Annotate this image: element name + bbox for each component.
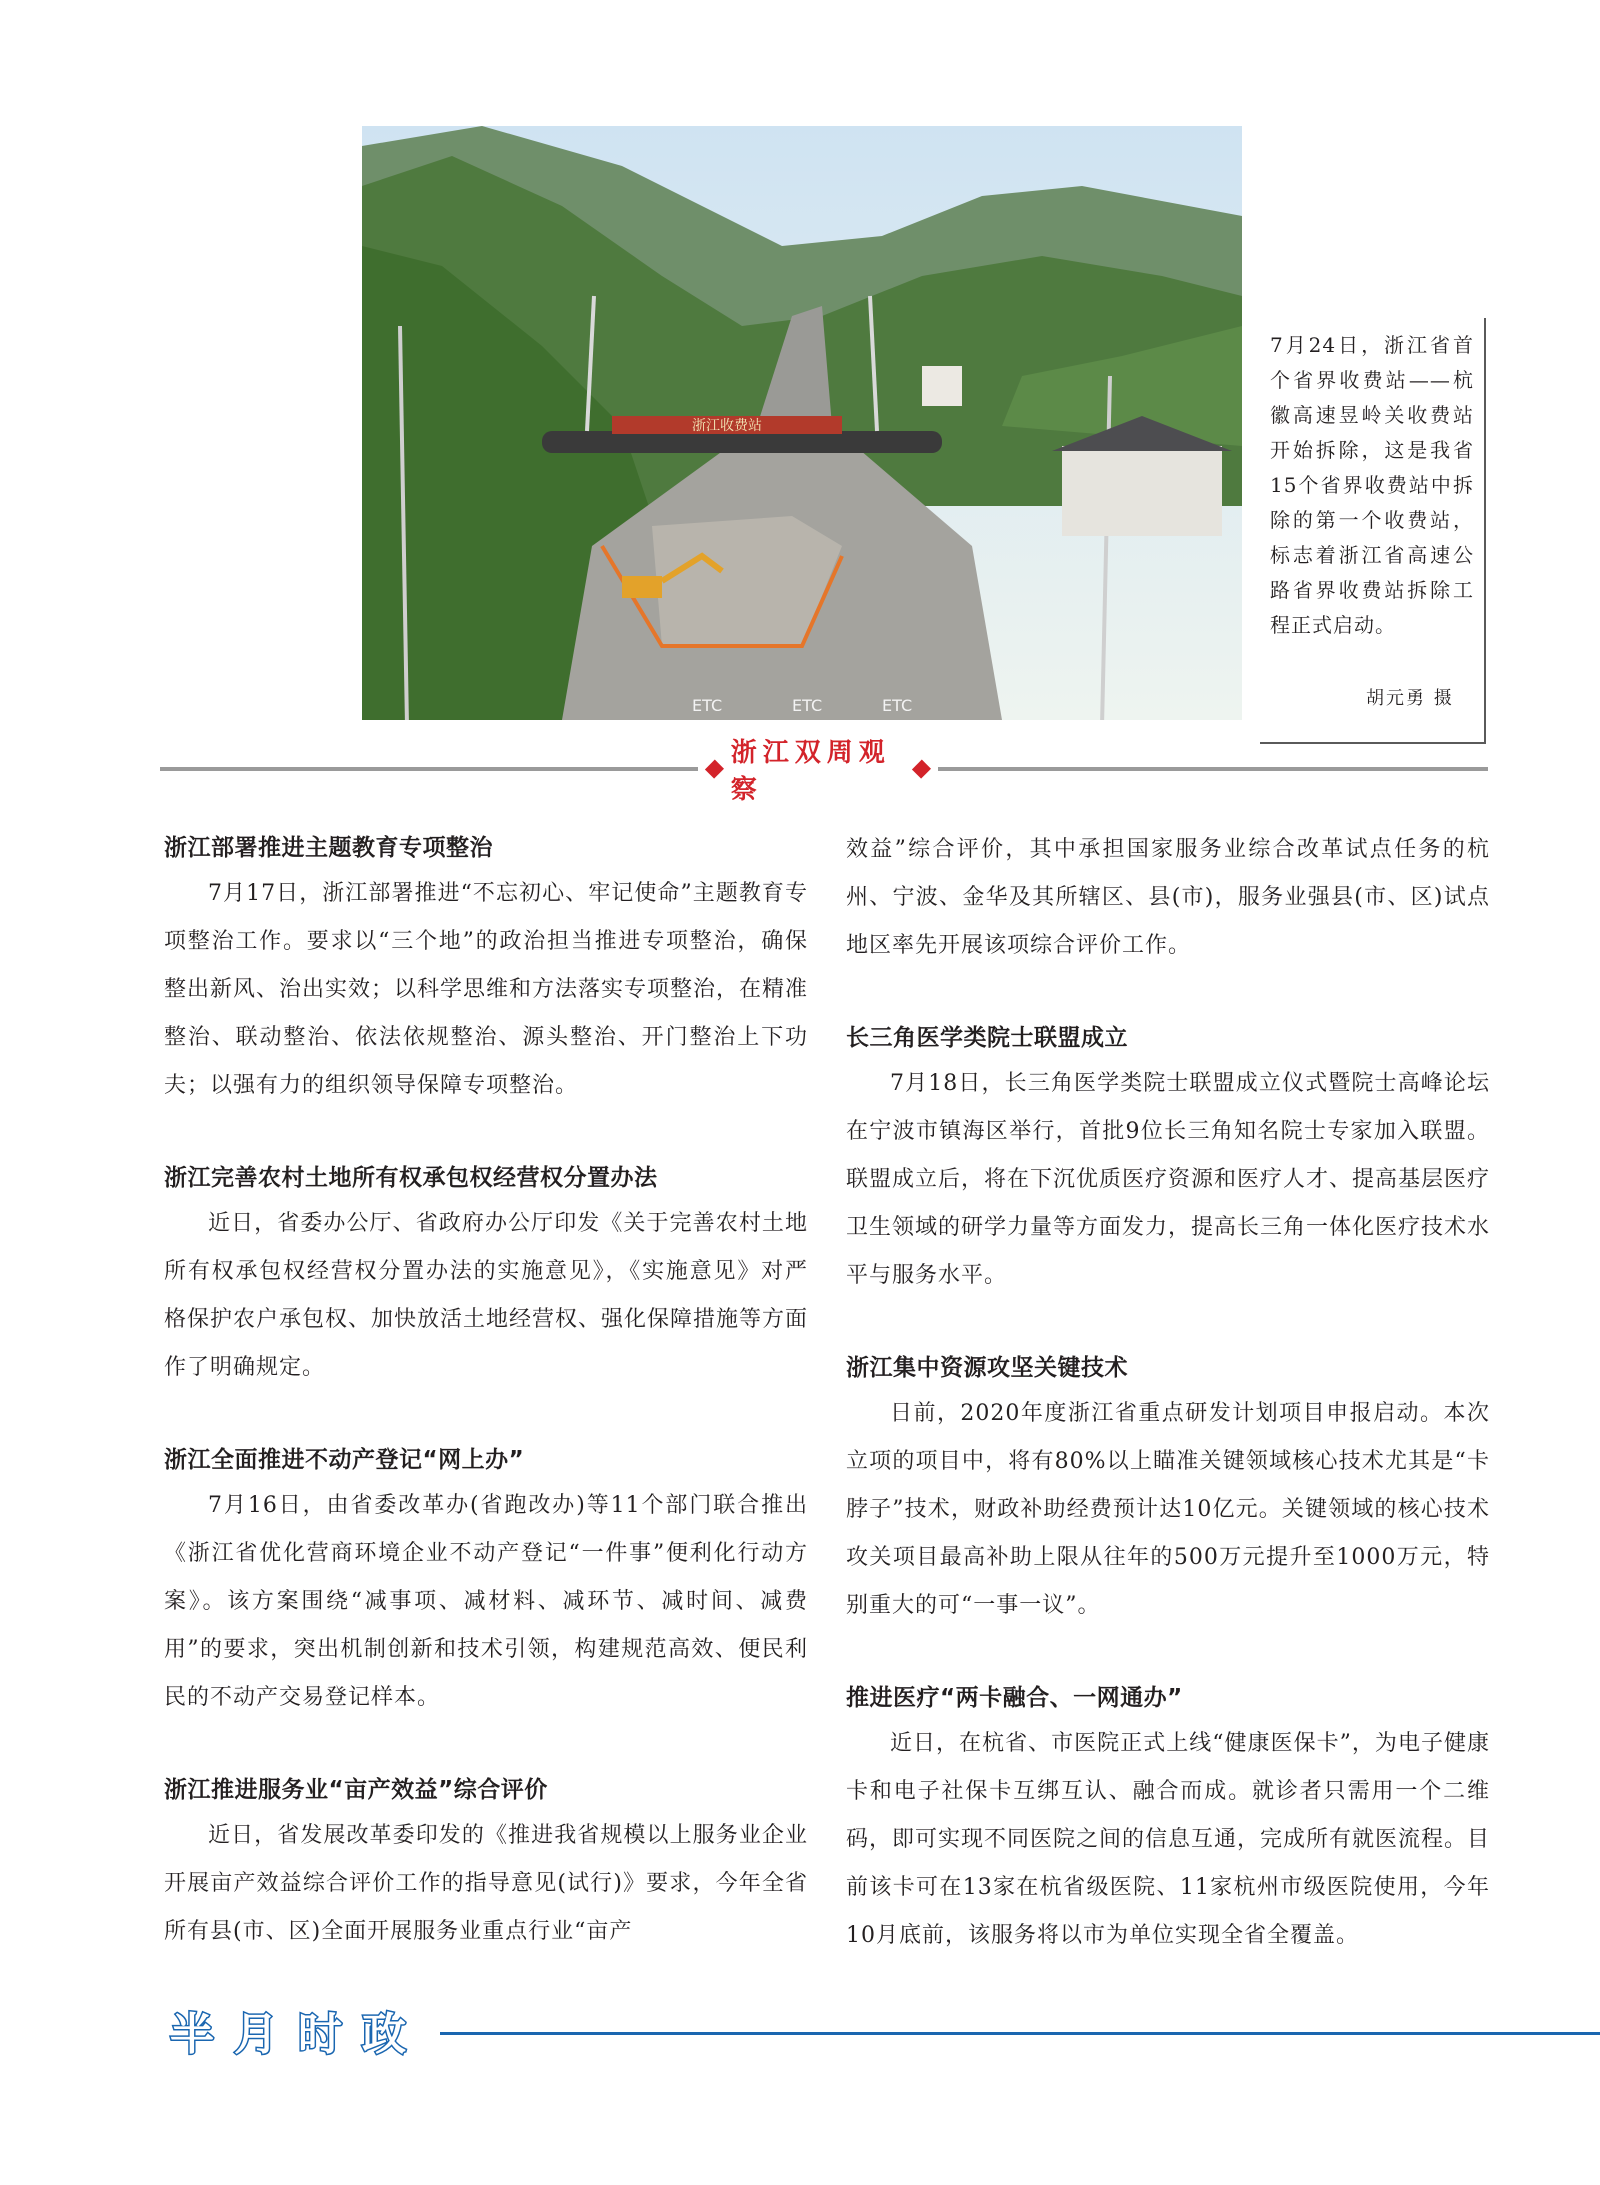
magazine-brand [164, 2000, 412, 2060]
section-rule-left [160, 767, 700, 771]
lane-label-etc-2: ETC [792, 696, 823, 715]
brand-char: 时 [298, 2009, 342, 2060]
diamond-icon [912, 760, 931, 779]
article-title: 长三角医学类院士联盟成立 [846, 1025, 1128, 1051]
article-body: 7月16日，由省委改革办(省跑改办)等11个部门联合推出《浙江省优化营商环境企业不动产登记“一件事”便利化行动方案》。该方案围绕“减事项、减材料、减环节、减时间、减费用”的要求，突出机制创新和技术引领，构建规范高效、便民利民的不动产交易登记样本。 [164, 1493, 808, 1710]
lane-label-etc-3: ETC [882, 696, 913, 715]
article-continuation: 效益”综合评价，其中承担国家服务业综合改革试点任务的杭州、宁波、金华及其所辖区、县(市)，服务业强县(市、区)试点地区率先开展该项综合评价工作。 [846, 837, 1490, 958]
brand-char: 半 [170, 2009, 214, 2060]
lane-label-etc-1: ETC [692, 696, 723, 715]
article-title: 浙江完善农村土地所有权承包权经营权分置办法 [164, 1165, 658, 1191]
brand-char: 月 [234, 2009, 278, 2060]
brand-char: 政 [362, 2009, 406, 2060]
toll-station-photo-illustration [362, 126, 1242, 720]
article-body: 7月18日，长三角医学类院士联盟成立仪式暨院士高峰论坛在宁波市镇海区举行，首批9位长三角知名院士专家加入联盟。联盟成立后，将在下沉优质医疗资源和医疗人才、提高基层医疗卫生领域的研学力量等方面发力，提高长三角一体化医疗技术水平与服务水平。 [846, 1071, 1491, 1288]
right-column [846, 826, 1490, 1960]
article-body: 日前，2020年度浙江省重点研发计划项目申报启动。本次立项的项目中，将有80%以上瞄准关键领域核心技术尤其是“卡脖子”技术，财政补助经费预计达10亿元。关键领域的核心技术攻关项目最高补助上限从往年的500万元提升至1000万元，特别重大的可“一事一议”。 [846, 1401, 1490, 1618]
diamond-icon [705, 760, 724, 779]
article-title: 浙江推进服务业“亩产效益”综合评价 [164, 1777, 548, 1803]
article-body: 近日，在杭省、市医院正式上线“健康医保卡”，为电子健康卡和电子社保卡互绑互认、融合而成。就诊者只需用一个二维码，即可实现不同医院之间的信息互通，完成所有就医流程。目前该卡可在13家在杭省级医院、11家杭州市级医院使用，今年10月底前，该服务将以市为单位实现全省全覆盖。 [846, 1731, 1491, 1948]
article-title: 浙江部署推进主题教育专项整治 [164, 835, 493, 861]
photo-caption: 7月24日，浙江省首个省界收费站——杭徽高速昱岭关收费站开始拆除，这是我省15个省界收费站中拆除的第一个收费站，标志着浙江省高速公路省界收费站拆除工程正式启动。 [1270, 333, 1474, 637]
article-body: 近日，省委办公厅、省政府办公厅印发《关于完善农村土地所有权承包权经营权分置办法的实施意见》，《实施意见》对严格保护农户承包权、加快放活土地经营权、强化保障措施等方面作了明确规定。 [164, 1211, 809, 1380]
toll-station-photo [362, 126, 1242, 720]
article-title: 浙江全面推进不动产登记“网上办” [164, 1447, 525, 1473]
section-title: 浙江双周观察 [730, 738, 891, 805]
article-body: 7月17日，浙江部署推进“不忘初心、牢记使命”主题教育专项整治工作。要求以“三个地”的政治担当推进专项整治，确保整出新风、治出实效；以科学思维和方法落实专项整治，在精准整治、联动整治、依法依规整治、源头整治、开门整治上下功夫；以强有力的组织领导保障专项整治。 [164, 881, 809, 1098]
section-rule-right [936, 767, 1488, 771]
toll-station-sign: 浙江收费站 [692, 418, 762, 434]
left-column [164, 826, 808, 1956]
article-title: 推进医疗“两卡融合、一网通办” [846, 1685, 1183, 1711]
article-body: 近日，省发展改革委印发的《推进我省规模以上服务业企业开展亩产效益综合评价工作的指导意见(试行)》要求，今年全省所有县(市、区)全面开展服务业重点行业“亩产 [164, 1823, 808, 1944]
article-title: 浙江集中资源攻坚关键技术 [846, 1355, 1128, 1381]
photo-credit: 胡元勇 摄 [1366, 688, 1454, 709]
section-header [698, 738, 938, 805]
footer-rule [440, 2032, 1600, 2035]
